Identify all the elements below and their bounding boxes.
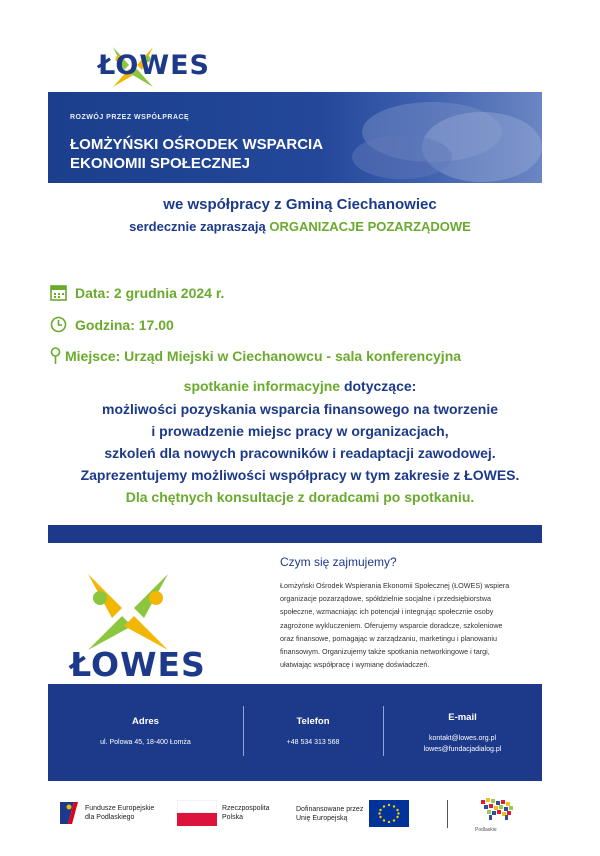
email-link[interactable]: lowes@fundacjadialog.pl [423, 746, 502, 753]
sponsor-rp-line2: Polska [222, 814, 244, 821]
body-line-4: szkoleń dla nowych pracowników i readaptacji zawodowej. [104, 445, 496, 461]
sponsor-rp-line1: Rzeczpospolita [222, 805, 270, 812]
location-pin-icon [50, 347, 61, 365]
section-divider-bar [48, 525, 542, 543]
about-line: społeczne, wzmacniając ich potencjał i integrując społecznie osoby [280, 607, 494, 617]
body-line-5: Zaprezentujemy możliwości współpracy w tym zakresie z ŁOWES. [80, 467, 520, 483]
sponsor-fe-line2: dla Podlaskiego [85, 814, 135, 821]
sponsor-fe [58, 800, 154, 826]
address-value: ul. Polowa 45, 18-400 Łomża [100, 739, 191, 746]
sponsor-podlaskie [475, 796, 525, 833]
place-row [50, 347, 461, 365]
email-label: E-mail [448, 712, 477, 723]
sponsor-divider [447, 800, 448, 828]
about-line: ułatwiając współpracę i wymianę doświadczeń. [280, 660, 430, 670]
address-column [48, 684, 243, 781]
calendar-icon [50, 284, 67, 301]
polish-flag-icon [177, 800, 217, 826]
body-line-1 [0, 378, 600, 394]
body-line-1-green: spotkanie informacyjne [183, 378, 341, 394]
invite-line [0, 219, 600, 234]
invite-prefix: serdecznie zapraszają [129, 219, 270, 234]
phone-label: Telefon [296, 716, 330, 727]
podlaskie-bison-logo-icon [475, 796, 525, 822]
banner-tagline: ROZWÓJ PRZEZ WSPÓŁPRACĘ [70, 114, 190, 121]
date-row [50, 284, 224, 301]
eu-flag-icon [369, 800, 409, 827]
sponsor-fe-text [85, 804, 154, 822]
clock-icon [50, 316, 67, 333]
header-banner [48, 92, 542, 183]
about-title: Czym się zajmujemy? [280, 555, 397, 569]
sponsor-rp [177, 800, 269, 826]
about-line: Łomżyński Ośrodek Wspierania Ekonomii Społecznej (ŁOWES) wspiera [280, 581, 510, 590]
banner-title-line1: ŁOMŻYŃSKI OŚRODEK WSPARCIA [70, 136, 324, 153]
about-line: finansowym. Organizujemy także spotkania networkingowe i targi, [280, 647, 490, 657]
email-values [383, 733, 542, 755]
email-column [383, 684, 542, 781]
event-date: Data: 2 grudnia 2024 r. [75, 284, 225, 301]
invite-highlight: ORGANIZACJE POZARZĄDOWE [269, 219, 471, 234]
sponsor-eu-line2: Unię Europejską [296, 814, 348, 822]
sponsor-fe-line1: Fundusze Europejskie [85, 805, 155, 812]
time-row [50, 316, 174, 333]
about-line: oraz finansowe, pomagając w zarządzaniu, marketingu i planowaniu [280, 633, 497, 643]
phone-column [243, 684, 383, 781]
sponsor-eu-text [296, 805, 363, 823]
body-line-6: Dla chętnych konsultacje z doradcami po spotkaniu. [125, 489, 475, 505]
body-line-2: możliwości pozyskania wsparcia finansowego na tworzenie [102, 401, 498, 417]
header-logo-text: ŁOWES [98, 50, 210, 81]
about-line: zagrożone wykluczeniem. Oferujemy wsparcie doradcze, szkoleniowe [280, 620, 503, 630]
event-time: Godzina: 17.00 [75, 316, 174, 333]
contact-footer [48, 684, 542, 781]
about-line: organizacje pozarządowe, spółdzielnie socjalne i przedsiębiorstwa [280, 594, 491, 604]
about-body [280, 579, 530, 671]
body-line-1-rest: dotyczące: [340, 378, 417, 394]
about-logo-text: ŁOWES [70, 645, 206, 684]
banner-title-line2: EKONOMII SPOŁECZNEJ [70, 155, 251, 172]
sponsor-eu-line1: Dofinansowane przez [296, 805, 364, 813]
sponsor-eu [296, 800, 409, 827]
sponsor-rp-text [222, 804, 269, 822]
podlaskie-label: Podlaskie [475, 827, 497, 833]
phone-value: +48 534 313 568 [286, 739, 340, 746]
body-line-3: i prowadzenie miejsc pracy w organizacjach, [151, 423, 449, 439]
email-link[interactable]: kontakt@lowes.org.pl [428, 735, 497, 742]
address-label: Adres [132, 716, 159, 727]
event-place: Miejsce: Urząd Miejski w Ciechanowcu - sala konferencyjna [65, 348, 462, 364]
cooperation-heading: we współpracy z Gminą Ciechanowiec [163, 196, 437, 213]
hands-photo-icon [312, 92, 542, 183]
european-funds-logo-icon [58, 800, 80, 826]
